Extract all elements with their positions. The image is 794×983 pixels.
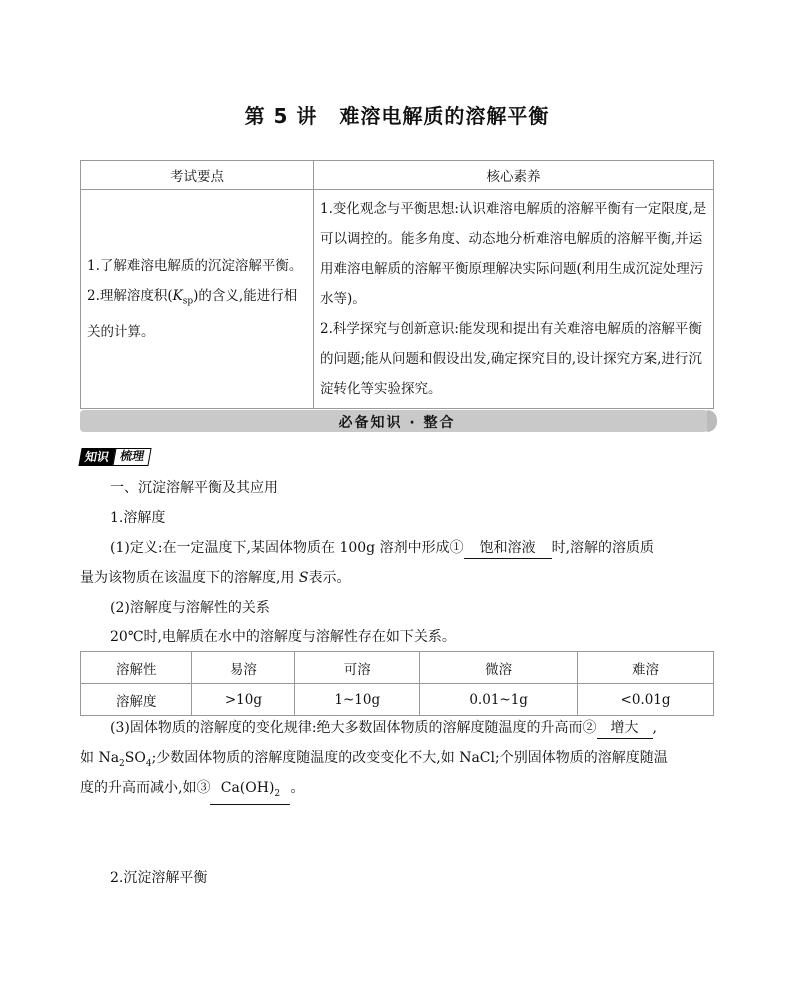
objectives-header-right: 核心素养 [314,161,714,190]
table-cell: 易溶 [192,652,295,684]
table-cell: 可溶 [295,652,420,684]
exam-point-2: 2.理解溶度积$(K_{sp})$的含义,能进行相关的计算。 [87,288,298,340]
subheading-equilibrium: 2.沉淀溶解平衡 [110,870,208,886]
badge-part-2: 梳理 [112,448,151,466]
objectives-table [80,160,714,409]
table-cell: 0.01~1g [420,684,578,716]
answer-blank-2: 增大 [597,718,653,739]
table-cell: 难溶 [578,652,714,684]
rule-line-2: 如 $Na_2SO_4$;少数固体物质的溶解度随温度的改变变化不大,如 NaCl;个别固体物质的溶解度随温 [80,750,668,769]
objectives-header-left: 考试要点 [81,161,314,190]
table-cell: 1~10g [295,684,420,716]
answer-blank-3: $Ca(OH)_2$ [210,778,290,805]
table-cell: >10g [192,684,295,716]
table-row [81,652,714,684]
badge-part-1: 知识 [78,448,115,466]
exam-points-cell [81,190,314,409]
banner-label: 必备知识 · 整合 [338,415,456,431]
table-cell: 微溶 [420,652,578,684]
table-cell: 溶解度 [81,684,192,716]
core-literacy-2: 2.科学探究与创新意识:能发现和提出有关难溶电解质的溶解平衡的问题;能从问题和假设出发,确定探究目的,设计探究方案,进行沉淀转化等实验探究。 [320,321,702,397]
lesson-topic: 难溶电解质的溶解平衡 [339,104,550,128]
section-heading: 一、沉淀溶解平衡及其应用 [110,480,278,496]
subheading-solubility: 1.溶解度 [110,510,166,526]
exam-point-1: 1.了解难溶电解质的沉淀溶解平衡。 [87,258,303,275]
relation-intro: 20℃时,电解质在水中的溶解度与溶解性存在如下关系。 [110,629,456,645]
rule-line-1: (3)固体物质的溶解度的变化规律:绝大多数固体物质的溶解度随温度的升高而② 增大 , [110,718,657,739]
table-cell: <0.01g [578,684,714,716]
core-literacy-cell [314,190,714,409]
definition-line-2: 量为该物质在该温度下的溶解度,用 S表示。 [80,570,351,586]
page-title [0,100,794,129]
table-cell: 溶解性 [81,652,192,684]
section-banner [80,410,714,432]
definition-line-1: (1)定义:在一定温度下,某固体物质在 100g 溶剂中形成① 饱和溶液 时,溶解的溶质质 [110,538,654,559]
lesson-number: 第 5 讲 [244,104,318,128]
relation-heading: (2)溶解度与溶解性的关系 [110,600,270,616]
knowledge-badge-icon [80,448,150,466]
solubility-table [80,651,714,716]
table-row [81,684,714,716]
rule-line-3: 度的升高而减小,如③ $Ca(OH)_2$ 。 [80,778,304,805]
core-literacy-1: 1.变化观念与平衡思想:认识难溶电解质的溶解平衡有一定限度,是可以调控的。能多角度、动态地分析难溶电解质的溶解平衡,并运用难溶电解质的溶解平衡原理解决实际问题(利用生成沉淀处理污水等)。 [320,201,707,307]
answer-blank-1: 饱和溶液 [464,538,552,559]
